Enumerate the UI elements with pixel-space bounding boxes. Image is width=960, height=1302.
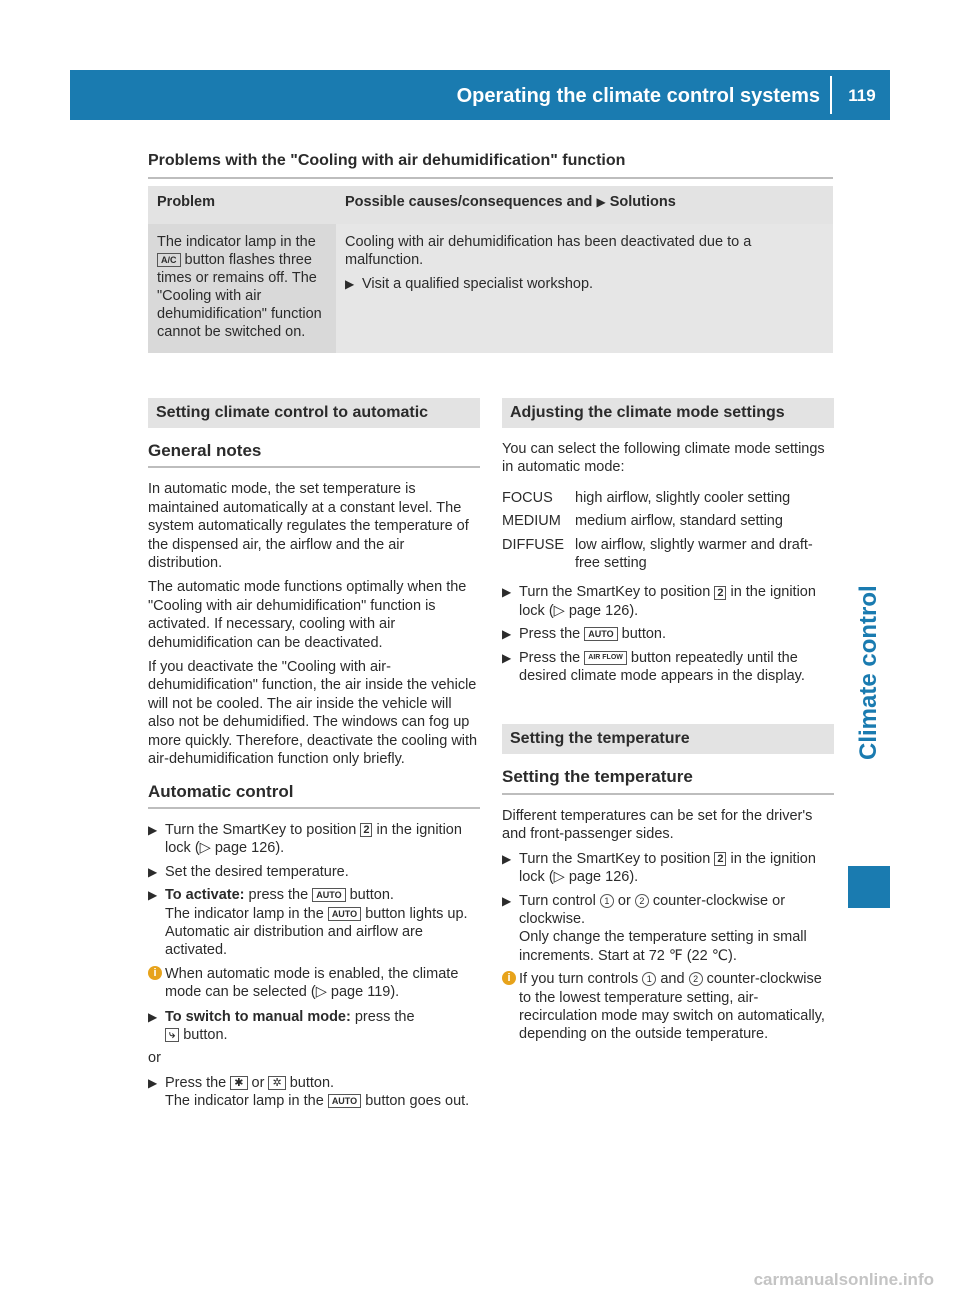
step-text: button goes out. xyxy=(365,1093,470,1110)
table-row xyxy=(148,224,833,353)
arrow-icon: ▶ xyxy=(148,864,158,879)
instruction-step xyxy=(502,892,834,966)
air-distribution-button-icon: ⤷ xyxy=(165,1028,179,1042)
arrow-icon: ▶ xyxy=(502,585,512,600)
subheading-general-notes: General notes xyxy=(148,442,480,468)
auto-button-icon: AUTO xyxy=(312,888,345,902)
side-tab xyxy=(848,240,890,860)
step-text: Press the xyxy=(165,1074,227,1091)
step-text: counter-clockwise or clockwise. xyxy=(519,892,786,927)
step-text: button. xyxy=(349,887,394,904)
subheading-temperature: Setting the temperature xyxy=(502,768,834,794)
info-text: If you turn controls xyxy=(519,971,639,988)
page-ref-icon: ▷ xyxy=(553,602,565,619)
step-text: in the ignition lock ( xyxy=(519,584,816,619)
climate-mode-description: medium airflow, standard setting xyxy=(575,513,783,530)
section-heading-temperature: Setting the temperature xyxy=(502,724,834,754)
section-heading-automatic: Setting climate control to automatic xyxy=(148,398,480,428)
step-text: button lights up. Automatic air distribution and airflow are activated. xyxy=(165,905,468,959)
info-icon: i xyxy=(148,966,162,980)
step-text: in the ignition lock ( xyxy=(519,850,816,886)
page-reference[interactable]: page 126). xyxy=(214,840,285,857)
step-text: The indicator lamp in the xyxy=(165,905,324,922)
solution-cell xyxy=(336,224,833,353)
step-text: button. xyxy=(289,1074,335,1091)
climate-mode-item xyxy=(502,512,834,530)
arrow-icon: ▶ xyxy=(345,277,355,291)
step-label: To activate: xyxy=(165,887,245,904)
step-text: Turn the SmartKey to position xyxy=(165,821,357,838)
climate-mode-name: MEDIUM xyxy=(502,513,561,530)
control-1-icon: 1 xyxy=(642,972,656,986)
problems-table xyxy=(148,186,833,353)
auto-button-icon: AUTO xyxy=(328,1094,361,1108)
page-reference[interactable]: page 126). xyxy=(568,869,639,886)
control-1-icon: 1 xyxy=(600,894,614,908)
instruction-step xyxy=(148,1074,480,1111)
header-title: Operating the climate control systems xyxy=(456,85,820,107)
step-text: Set the desired temperature. xyxy=(165,863,349,880)
page-ref-icon: ▷ xyxy=(199,840,211,857)
arrow-icon: ▶ xyxy=(502,893,512,908)
page-reference[interactable]: page 119). xyxy=(330,984,400,1001)
problems-title: Problems with the "Cooling with air dehumidification" function xyxy=(148,152,626,169)
climate-mode-list xyxy=(502,489,834,573)
position-key-icon: 2 xyxy=(360,823,372,837)
problem-text-a: The indicator lamp in the xyxy=(157,234,316,250)
footer-watermark: carmanualsonline.info xyxy=(753,1270,934,1289)
subheading-automatic-control: Automatic control xyxy=(148,783,480,809)
problem-cell xyxy=(148,224,336,353)
auto-button-icon: AUTO xyxy=(584,627,617,641)
paragraph: Different temperatures can be set for the driver's and front-passenger sides. xyxy=(502,807,813,843)
right-column xyxy=(502,398,834,1050)
header-separator xyxy=(830,76,832,114)
or-text: or xyxy=(148,1050,161,1067)
step-text: Turn the SmartKey to position xyxy=(519,850,711,867)
instruction-step xyxy=(502,625,834,643)
arrow-icon: ▶ xyxy=(148,822,158,837)
instruction-step xyxy=(502,850,834,887)
fan-up-button-icon: ✲ xyxy=(268,1076,285,1090)
info-text: and xyxy=(660,971,685,988)
step-text: press the xyxy=(248,887,309,904)
step-text: Press the xyxy=(519,626,581,643)
arrow-icon: ▶ xyxy=(148,1075,158,1090)
fan-down-button-icon: ✱ xyxy=(230,1076,247,1090)
arrow-icon: ▶ xyxy=(502,627,512,642)
info-note xyxy=(502,970,834,1044)
step-text: Press the xyxy=(519,649,581,666)
instruction-step xyxy=(148,821,480,858)
step-text: or xyxy=(251,1074,265,1091)
climate-mode-name: FOCUS xyxy=(502,489,553,506)
problem-text-b: button flashes three times or remains off. The "Cooling with air dehumidification" function cannot be switched on. xyxy=(157,252,322,340)
table-header-row xyxy=(148,186,833,224)
instruction-step xyxy=(148,863,480,881)
arrow-icon: ▶ xyxy=(502,851,512,866)
page-reference[interactable]: page 126). xyxy=(568,602,639,619)
step-text: button. xyxy=(621,626,666,643)
title-rule xyxy=(148,177,833,179)
info-text: counter-clockwise to the lowest temperature setting, air-recirculation mode may switch on automatically, depending on the outside temperature. xyxy=(519,971,825,1043)
left-column xyxy=(148,398,480,1116)
control-2-icon: 2 xyxy=(689,972,703,986)
instruction-step xyxy=(502,649,834,686)
ac-button-icon: A/C xyxy=(157,253,181,267)
auto-button-icon: AUTO xyxy=(328,907,361,921)
control-2-icon: 2 xyxy=(635,894,649,908)
step-text: button repeatedly until the desired climate mode appears in the display. xyxy=(519,649,805,685)
arrow-icon: ▶ xyxy=(502,650,512,665)
column-header-causes: Possible causes/consequences and xyxy=(345,194,593,210)
step-text: or xyxy=(617,892,631,909)
arrow-icon: ▶ xyxy=(148,888,158,903)
step-label: To switch to manual mode: xyxy=(165,1008,351,1025)
position-key-icon: 2 xyxy=(714,852,726,866)
step-text: button. xyxy=(183,1026,228,1043)
instruction-step xyxy=(148,1008,480,1045)
paragraph: You can select the following climate mode settings in automatic mode: xyxy=(502,441,825,476)
section-heading-climate-mode: Adjusting the climate mode settings xyxy=(502,398,834,428)
arrow-icon: ▶ xyxy=(596,195,606,209)
step-text: Turn control xyxy=(519,892,596,909)
step-text: Only change the temperature setting in small increments. Start at 72 ℉ (22 ℃). xyxy=(519,929,807,964)
step-text: in the ignition lock ( xyxy=(165,821,462,857)
paragraph: In automatic mode, the set temperature is maintained automatically at a constant level. The system automatically regulates the temperature of the dispensed air, the airflow and the air distribution. xyxy=(148,481,469,572)
info-icon: i xyxy=(502,971,516,985)
column-header-solutions-label: Solutions xyxy=(609,194,676,210)
page-number: 119 xyxy=(848,86,876,105)
header-bar xyxy=(70,70,890,120)
climate-mode-item xyxy=(502,489,834,507)
side-chapter-label: Climate control xyxy=(855,585,882,760)
climate-mode-description: low airflow, slightly warmer and draft-free setting xyxy=(575,536,813,572)
climate-mode-name: DIFFUSE xyxy=(502,536,565,553)
solution-text: Visit a qualified specialist workshop. xyxy=(362,276,594,292)
position-key-icon: 2 xyxy=(714,586,726,600)
step-text: press the xyxy=(354,1008,415,1025)
info-note xyxy=(148,965,480,1002)
airflow-button-icon: AIR FLOW xyxy=(584,651,627,665)
side-marker xyxy=(848,866,890,908)
info-text: When automatic mode is enabled, the climate mode can be selected ( xyxy=(165,965,459,1001)
solution-step xyxy=(345,275,824,293)
paragraph: The automatic mode functions optimally when the "Cooling with air dehumidification" function is activated. If necessary, cooling with air dehumidification can be deactivated. xyxy=(148,579,467,651)
instruction-step xyxy=(502,583,834,620)
column-header-solutions xyxy=(336,186,833,224)
paragraph: If you deactivate the "Cooling with air-dehumidification" function, the air inside the vehicle will not be cooled. The air inside the vehicle will also not be dehumidified. The windows can fog up more quickly. Therefore, deactivate the cooling with air-dehumidification function only briefly. xyxy=(148,659,478,768)
cause-text: Cooling with air dehumidification has been deactivated due to a malfunction. xyxy=(345,234,752,268)
page-ref-icon: ▷ xyxy=(315,984,327,1001)
climate-mode-item xyxy=(502,536,834,573)
arrow-icon: ▶ xyxy=(148,1009,158,1024)
step-text: Turn the SmartKey to position xyxy=(519,584,711,601)
page-ref-icon: ▷ xyxy=(553,869,565,886)
instruction-step xyxy=(148,886,480,960)
column-header-problem: Problem xyxy=(148,186,336,224)
climate-mode-description: high airflow, slightly cooler setting xyxy=(575,489,791,506)
step-text: The indicator lamp in the xyxy=(165,1093,324,1110)
